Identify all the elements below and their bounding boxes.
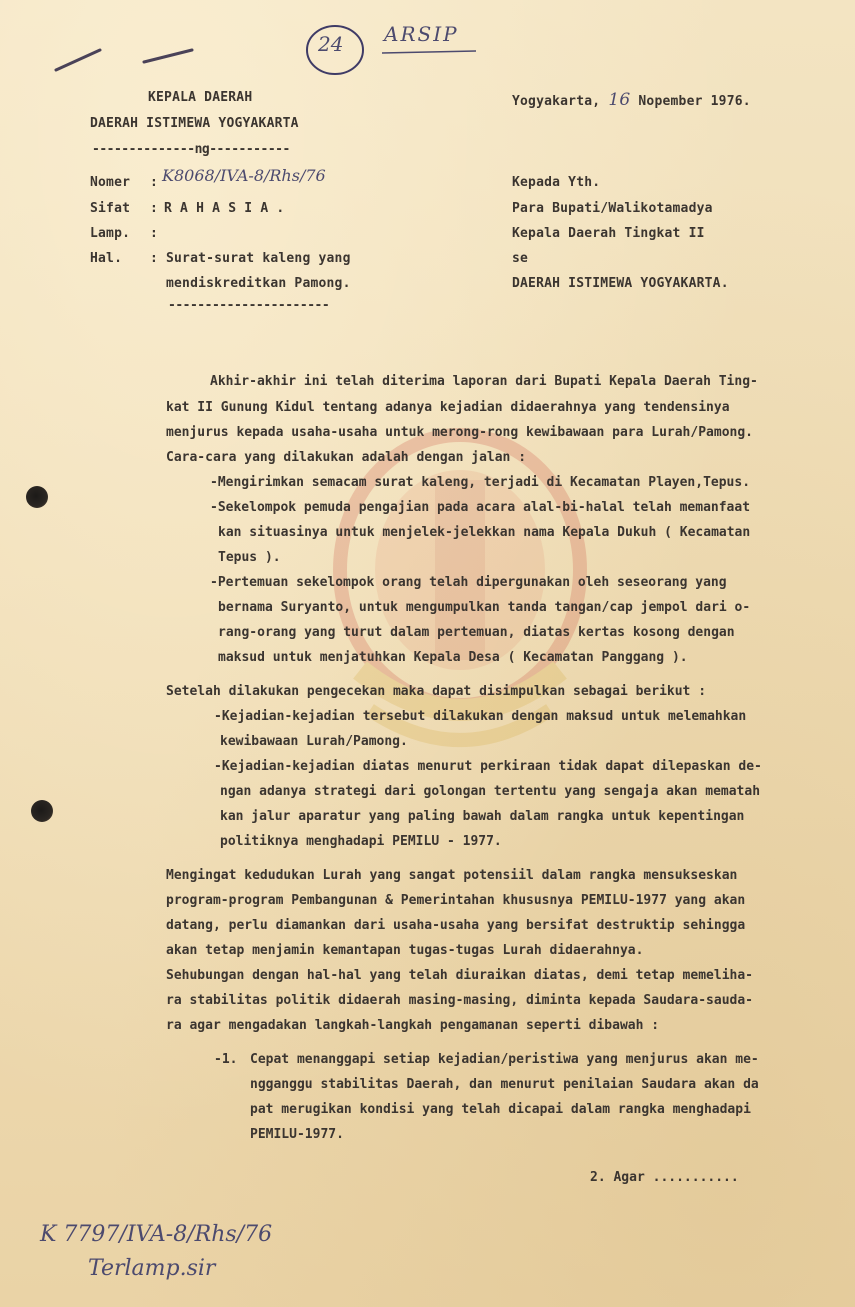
sender-title: KEPALA DAERAH [148,90,253,105]
list-item: bernama Suryanto, untuk mengumpulkan tanda tangan/cap jempol dari o- [218,600,751,615]
list-item: rang-orang yang turut dalam pertemuan, diatas kertas kosong dengan [218,625,735,640]
list-item: -Kejadian-kejadian diatas menurut perkiraan tidak dapat dilepaskan de- [214,759,762,774]
body-line: Mengingat kedudukan Lurah yang sangat potensiil dalam rangka mensukseskan [166,868,738,883]
recipient-line-5: DAERAH ISTIMEWA YOGYAKARTA. [512,276,729,291]
meta-sep-nomer: : [150,175,159,190]
handwritten-reference: K 7797/IVA-8/Rhs/76 [40,1222,273,1247]
date-rest: Nopember 1976. [638,94,751,109]
body-line: Sehubungan dengan hal-hal yang telah diuraikan diatas, demi tetap memeliha- [166,968,753,983]
meta-label-lamp: Lamp. [90,226,131,241]
list-item: -Pertemuan sekelompok orang telah dipergunakan oleh seseorang yang [210,575,727,590]
letter-date [512,90,751,110]
body-line: program-program Pembangunan & Pemerintahan khususnya PEMILU-1977 yang akan [166,893,746,908]
list-item: Tepus ). [218,550,281,565]
continuation-marker: 2. Agar ........... [590,1170,739,1185]
list-item: -Mengirimkan semacam surat kaleng, terjadi di Kecamatan Playen,Tepus. [210,475,751,490]
point-line: Cepat menanggapi setiap kejadian/peristiwa yang menjurus akan me- [250,1052,759,1067]
pen-scratch-icon [52,40,202,76]
body-line: Akhir-akhir ini telah diterima laporan dari Bupati Kepala Daerah Ting- [210,374,758,389]
body-line: Setelah dilakukan pengecekan maka dapat disimpulkan sebagai berikut : [166,684,707,699]
recipient-line-4: se [512,251,529,266]
archive-code-underline [380,48,480,58]
recipient-line-2: Para Bupati/Walikotamadya [512,201,713,216]
body-line: akan tetap menjamin kemantapan tugas-tugas Lurah didaerahnya. [166,943,644,958]
list-item: kan situasinya untuk menjelek-jelekkan nama Kepala Dukuh ( Kecamatan [218,525,751,540]
list-item: maksud untuk menjatuhkan Kepala Desa ( Kecamatan Panggang ). [218,650,688,665]
meta-value-hal: Surat-surat kaleng yang [166,251,351,266]
sender-region: DAERAH ISTIMEWA YOGYAKARTA [90,116,299,131]
body-line: menjurus kepada usaha-usaha untuk merong-rong kewibawaan para Lurah/Pamong. [166,425,753,440]
meta-sep-sifat: : [150,201,159,216]
list-item: ngan adanya strategi dari golongan tertentu yang sengaja akan mematah [220,784,761,799]
circled-number: 24 [318,32,344,56]
date-prefix: Yogyakarta, [512,94,601,109]
sender-divider: --------------ng----------- [92,142,290,157]
punch-hole [31,800,53,822]
list-item: kan jalur aparatur yang paling bawah dalam rangka untuk kepentingan [220,809,745,824]
body-line: ra agar mengadakan langkah-langkah pengamanan seperti dibawah : [166,1018,660,1033]
date-day: 16 [608,90,631,110]
point-line: pat merugikan kondisi yang telah dicapai dalam rangka menghadapi [250,1102,751,1117]
meta-sep-lamp: : [150,226,159,241]
list-item: -Sekelompok pemuda pengajian pada acara alal-bi-halal telah memanfaat [210,500,751,515]
punch-hole [26,486,48,508]
recipient-line-3: Kepala Daerah Tingkat II [512,226,705,241]
handwritten-note: Terlamp.sir [88,1256,216,1281]
list-item: -Kejadian-kejadian tersebut dilakukan dengan maksud untuk melemahkan [214,709,747,724]
meta-label-nomer: Nomer [90,175,131,190]
body-line: kat II Gunung Kidul tentang adanya kejadian didaerahnya yang tendensinya [166,400,730,415]
archive-code: ARSIP [384,22,459,46]
meta-value-nomer: K8068/IVA-8/Rhs/76 [162,166,326,185]
point-number: -1. [214,1052,238,1067]
recipient-line-1: Kepada Yth. [512,175,601,190]
point-line: PEMILU-1977. [250,1127,344,1142]
list-item: kewibawaan Lurah/Pamong. [220,734,408,749]
hal-rule: ---------------------- [168,298,330,313]
meta-value-hal-cont: mendiskreditkan Pamong. [166,276,351,291]
meta-sep-hal: : [150,251,159,266]
meta-label-sifat: Sifat [90,201,131,216]
meta-label-hal: Hal. [90,251,123,266]
meta-value-sifat: R A H A S I A . [164,201,285,216]
list-item: politiknya menghadapi PEMILU - 1977. [220,834,502,849]
body-line: datang, perlu diamankan dari usaha-usaha yang bersifat destruktip sehingga [166,918,746,933]
body-line: Cara-cara yang dilakukan adalah dengan jalan : [166,450,527,465]
point-line: ngganggu stabilitas Daerah, dan menurut penilaian Saudara akan da [250,1077,759,1092]
body-line: ra stabilitas politik didaerah masing-masing, diminta kepada Saudara-sauda- [166,993,753,1008]
